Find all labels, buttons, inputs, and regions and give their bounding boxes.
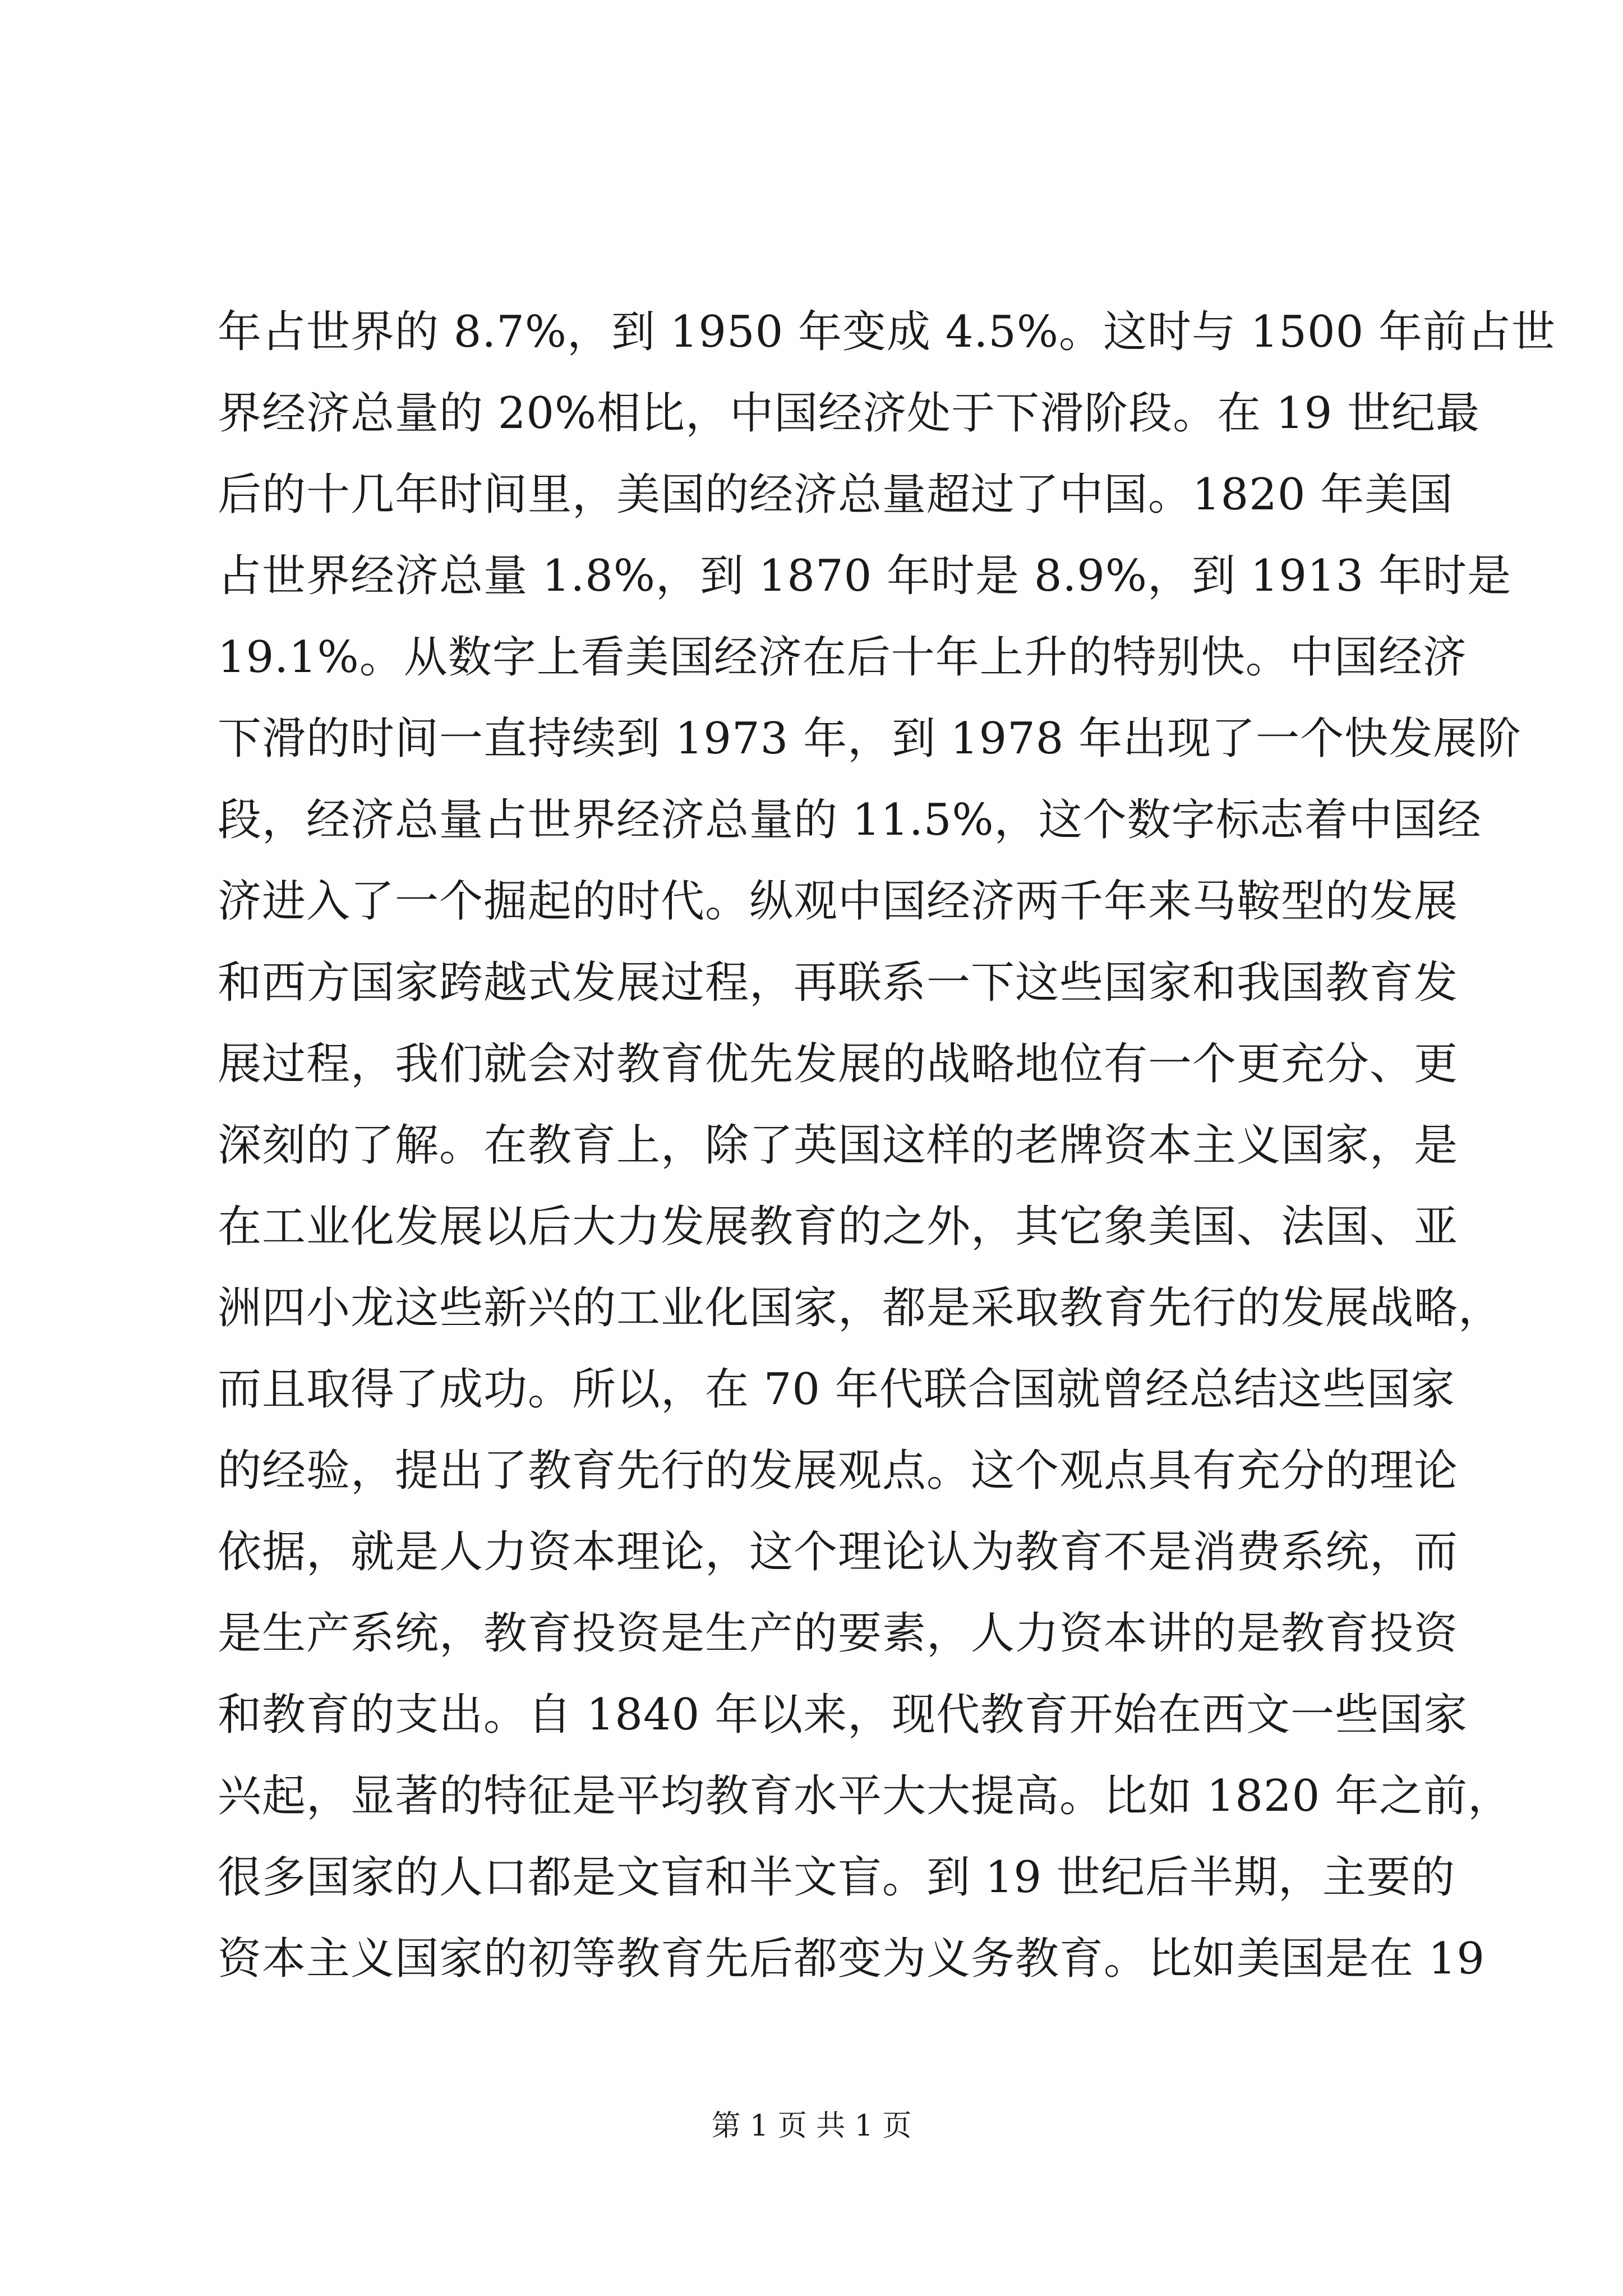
text-line: 后的十几年时间里，美国的经济总量超过了中国。1820 年美国 (218, 470, 1454, 520)
text-line: 的经验，提出了教育先行的发展观点。这个观点具有充分的理论 (218, 1446, 1459, 1496)
text-line: 和教育的支出。自 1840 年以来，现代教育开始在西文一些国家 (218, 1690, 1468, 1740)
text-line: 段，经济总量占世界经济总量的 11.5%，这个数字标志着中国经 (218, 795, 1482, 845)
text-line: 年占世界的 8.7%，到 1950 年变成 4.5%。这时与 1500 年前占世 (218, 307, 1556, 357)
text-line: 下滑的时间一直持续到 1973 年，到 1978 年出现了一个快发展阶 (218, 714, 1522, 764)
text-line: 在工业化发展以后大力发展教育的之外，其它象美国、法国、亚 (218, 1202, 1459, 1252)
text-line: 洲四小龙这些新兴的工业化国家，都是采取教育先行的发展战略， (218, 1283, 1503, 1333)
text-line: 深刻的了解。在教育上，除了英国这样的老牌资本主义国家，是 (218, 1120, 1459, 1171)
page-number-footer: 第 1 页 共 1 页 (711, 2109, 912, 2143)
text-line: 济进入了一个掘起的时代。纵观中国经济两千年来马鞍型的发展 (218, 876, 1459, 927)
text-line: 占世界经济总量 1.8%，到 1870 年时是 8.9%，到 1913 年时是 (218, 551, 1512, 601)
text-line: 展过程，我们就会对教育优先发展的战略地位有一个更充分、更 (218, 1039, 1459, 1089)
text-line: 很多国家的人口都是文盲和半文盲。到 19 世纪后半期，主要的 (218, 1852, 1455, 1903)
text-line: 而且取得了成功。所以，在 70 年代联合国就曾经总结这些国家 (218, 1364, 1455, 1415)
text-line: 和西方国家跨越式发展过程，再联系一下这些国家和我国教育发 (218, 958, 1459, 1008)
text-line: 是生产系统，教育投资是生产的要素，人力资本讲的是教育投资 (218, 1608, 1459, 1659)
body-paragraph (218, 292, 1556, 2000)
text-line: 资本主义国家的初等教育先后都变为义务教育。比如美国是在 19 (218, 1934, 1486, 1984)
text-line: 界经济总量的 20%相比，中国经济处于下滑阶段。在 19 世纪最 (218, 388, 1481, 439)
text-line: 19.1%。从数字上看美国经济在后十年上升的特别快。中国经济 (218, 632, 1467, 683)
text-line: 依据，就是人力资本理论，这个理论认为教育不是消费系统，而 (218, 1527, 1459, 1577)
text-line: 兴起，显著的特征是平均教育水平大大提高。比如 1820 年之前， (218, 1771, 1513, 1821)
